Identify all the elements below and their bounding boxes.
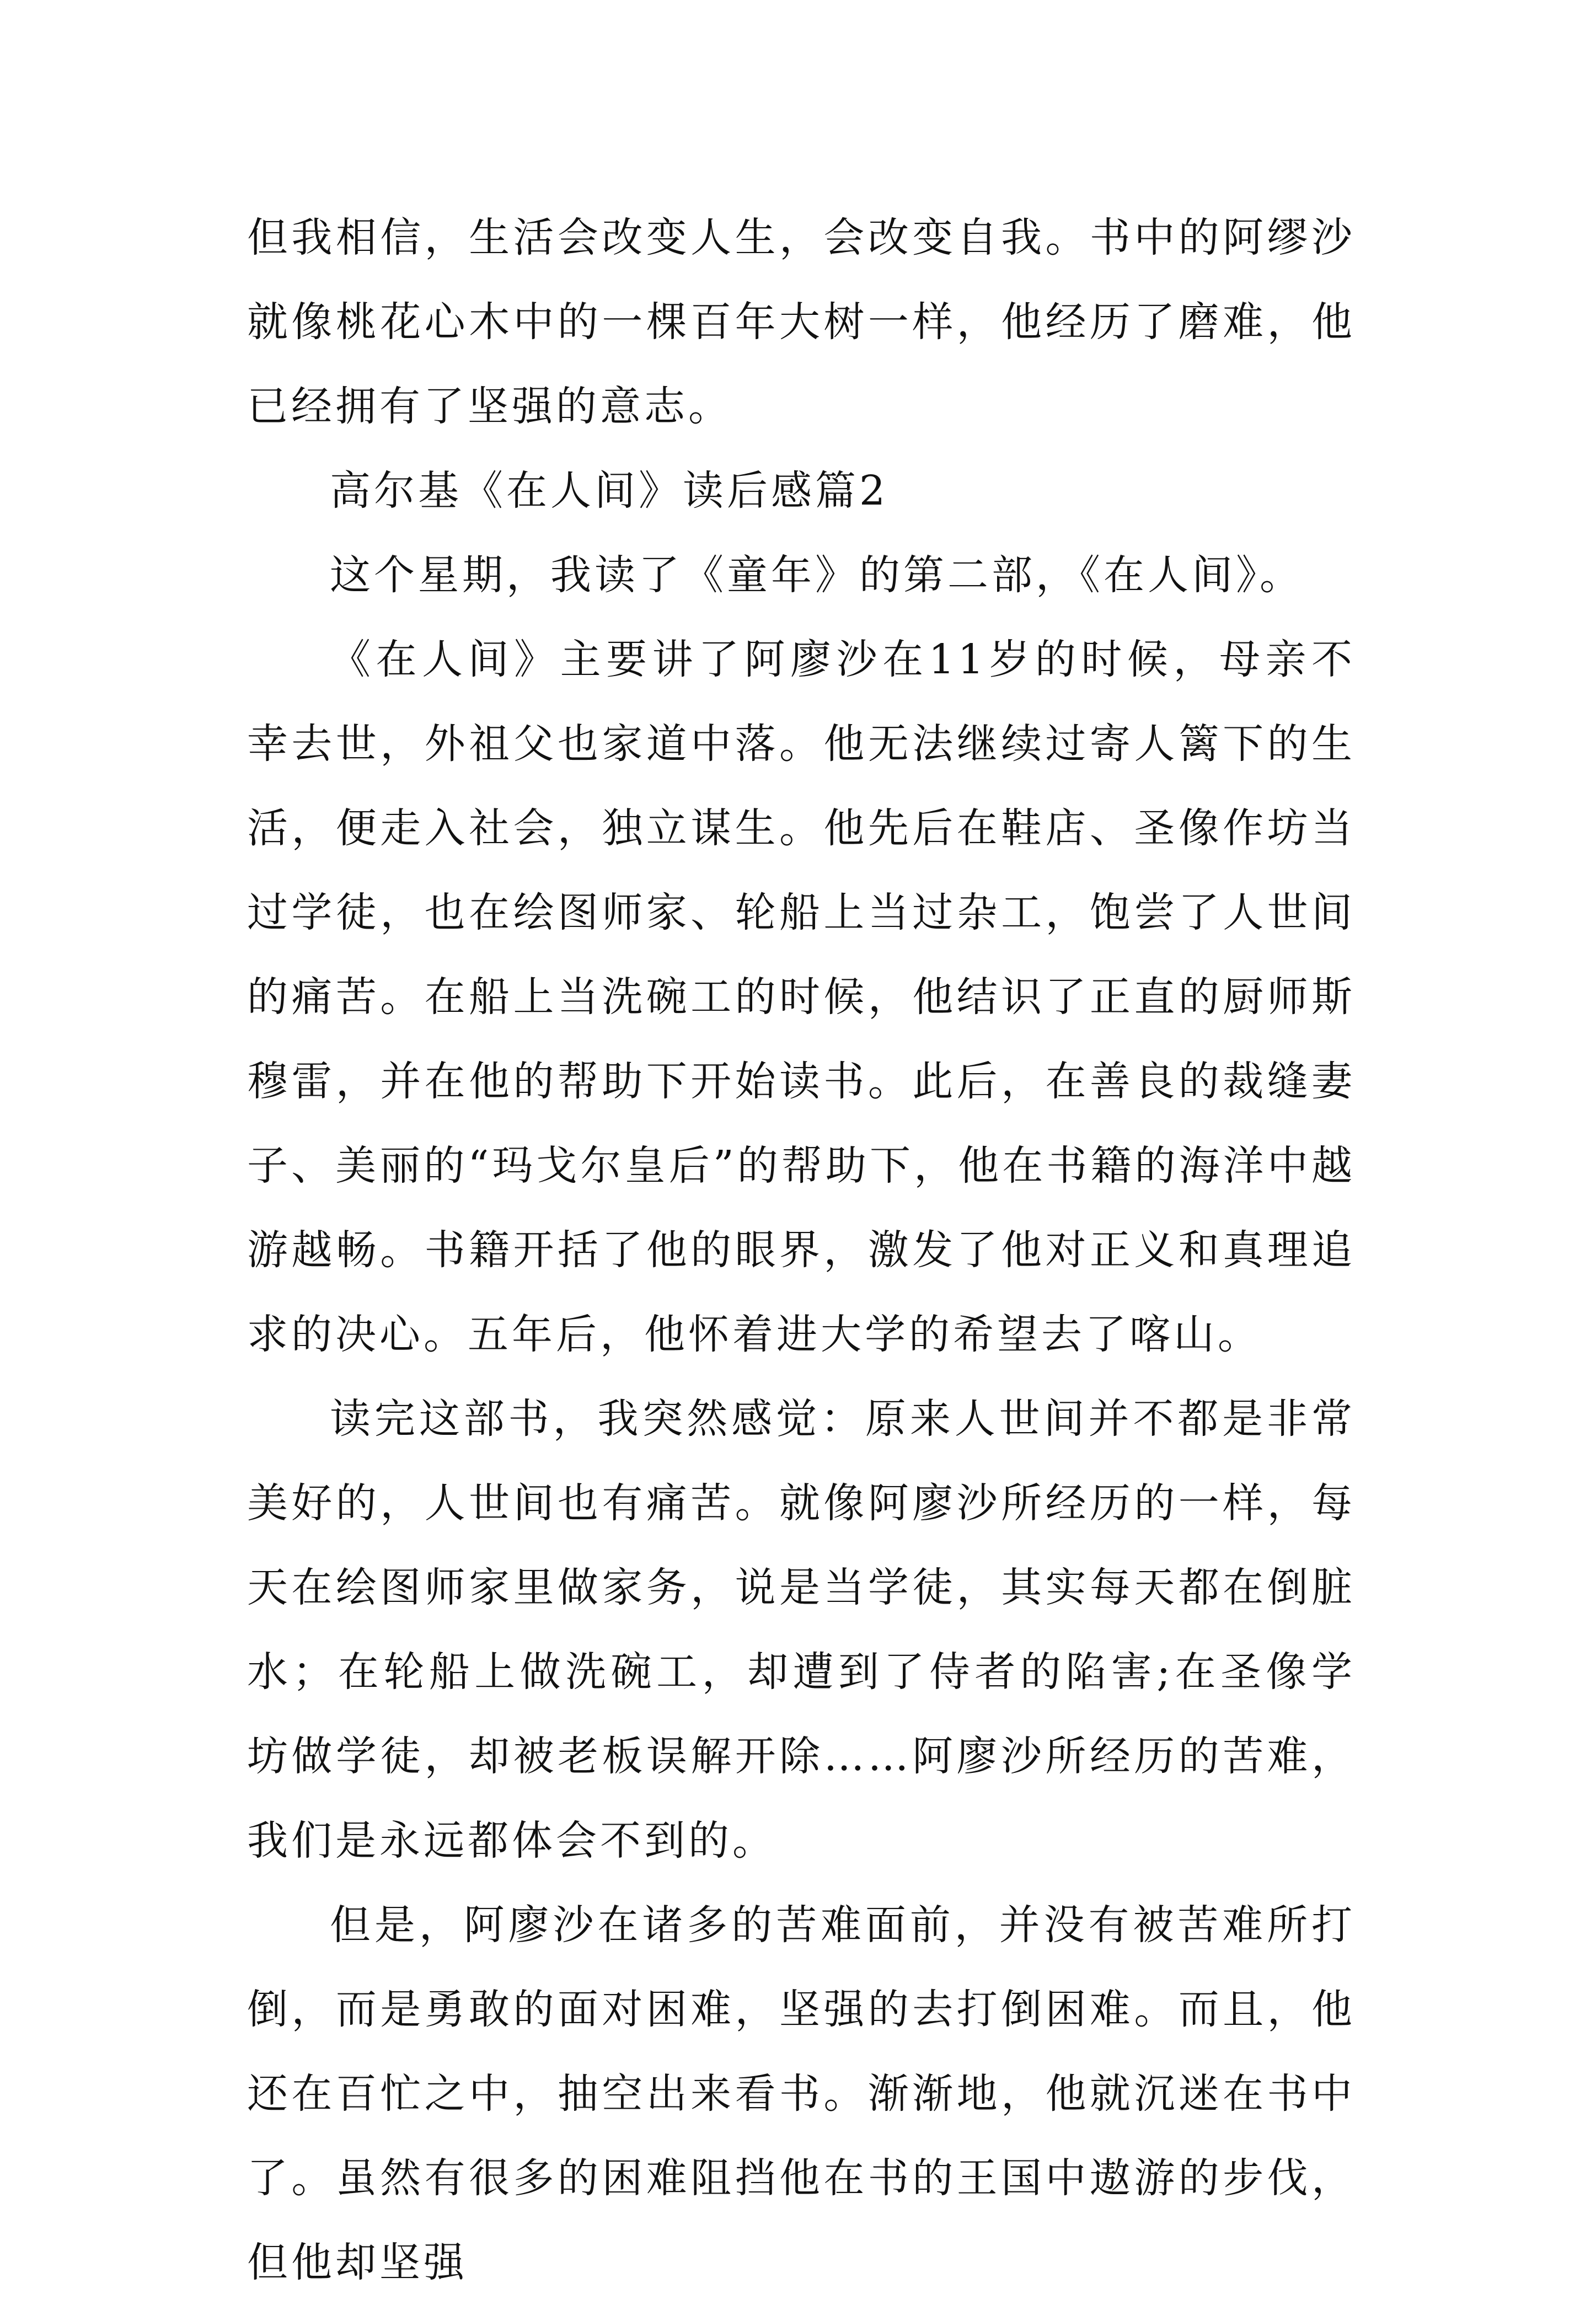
paragraph-continuation: 但我相信，生活会改变人生，会改变自我。书中的阿缪沙就像桃花心木中的一棵百年大树一样，他经历了磨难，他已经拥有了坚强的意志。 <box>247 214 1356 430</box>
paragraph-reflection: 读完这部书，我突然感觉：原来人世间并不都是非常美好的，人世间也有痛苦。就像阿廖沙所经历的一样，每天在绘图师家里做家务，说是当学徒，其实每天都在倒脏水；在轮船上做洗碗工，却遭到了侍者的陷害;在圣像学坊做学徒，却被老板误解开除……阿廖沙所经历的苦难，我们是永远都体会不到的。 <box>247 1395 1356 1864</box>
paragraph-intro: 这个星期，我读了《童年》的第二部，《在人间》。 <box>330 551 1304 599</box>
section-heading: 高尔基《在人间》读后感篇2 <box>330 467 889 514</box>
paragraph-courage: 但是，阿廖沙在诸多的苦难面前，并没有被苦难所打倒，而是勇敢的面对困难，坚强的去打倒困难。而且，他还在百忙之中，抽空出来看书。渐渐地，他就沉迷在书中了。虽然有很多的困难阻挡他在书的王国中遨游的步伐，但他却坚强 <box>247 1901 1356 2286</box>
paragraph-summary: 《在人间》主要讲了阿廖沙在11岁的时候，母亲不幸去世，外祖父也家道中落。他无法继续过寄人篱下的生活，便走入社会，独立谋生。他先后在鞋店、圣像作坊当过学徒，也在绘图师家、轮船上当过杂工，饱尝了人世间的痛苦。在船上当洗碗工的时候，他结识了正直的厨师斯穆雷，并在他的帮助下开始读书。此后，在善良的裁缝妻子、美丽的“玛戈尔皇后”的帮助下，他在书籍的海洋中越游越畅。书籍开括了他的眼界，激发了他对正义和真理追求的决心。五年后，他怀着进大学的希望去了喀山。 <box>247 636 1356 1358</box>
body-text <box>247 196 1356 2305</box>
